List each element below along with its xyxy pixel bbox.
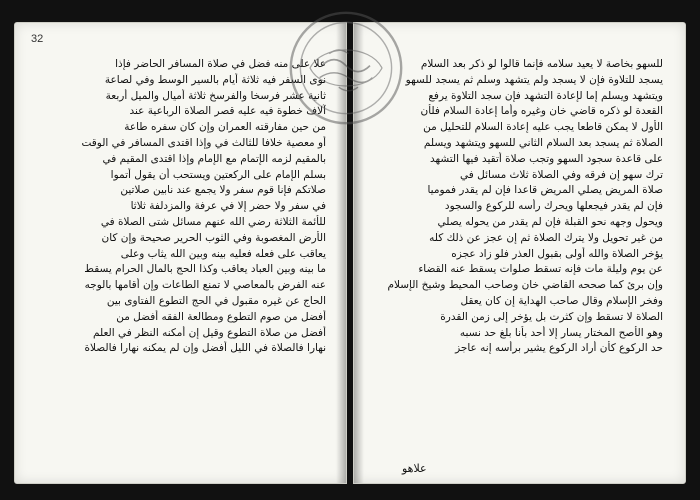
text-line: يسجد للتلاوة فإن لا يسجد ولم يتشهد وسلم ثم يسجد للسهو	[405, 73, 663, 86]
text-line: ما بينه وبين العباد يعاقب وكذا الحج بالمال الحرام يسقط	[84, 263, 326, 276]
left-page-text	[39, 57, 326, 455]
text-line: للأئمة الثلاثة رضي الله عنهم مسائل شتى الصلاة في	[100, 215, 326, 228]
seal-icon	[286, 8, 406, 128]
text-line: القعدة لو ذكره قاضي خان وغيره وأما إعادة السلام فلأن	[420, 105, 663, 118]
right-page-text	[376, 57, 663, 455]
text-line: علا على منه فضل في صلاة المسافر الحاضر فإذا	[115, 58, 326, 70]
text-line: في سفر ولا حضر إلا في عرفة والمزدلفة ثلاثا	[130, 200, 326, 213]
text-line: وهو الأصح المختار يسار إلا أحد بأنا بلغ حد نسبه	[459, 326, 663, 339]
text-line: ويتشهد ويسلم إما لإعادة التشهد فإن سجد التلاوة يرفع	[428, 89, 663, 102]
text-line: الأول لا يمكن قاطعا يجب عليه إعادة السلام للتحليل من	[423, 121, 663, 134]
text-line: ثانية عشر فرسخا والفرسخ ثلاثة أميال والميل أربعة	[105, 89, 326, 102]
text-line: عنه الفرض بالمعاصي لا تمنع الطاعات وإن أقامها بالوجه	[84, 279, 326, 292]
text-line: صلاة المريض يصلي المريض قاعدا فإن لم يقدر فموميا	[427, 184, 663, 197]
text-line: أو معصية خلافا للثالث في وإذا اقتدى المسافر في الوقت	[81, 136, 326, 149]
library-seal-stamp	[286, 8, 406, 128]
text-line: الحاج عن غيره مقبول في الحج التطوع الفتاوى بين	[106, 294, 326, 307]
text-line: الصلاة ثم يسجد بعد السلام الثاني للسهو ويتشهد ويسلم	[423, 136, 663, 149]
text-line: الصلاة لا تسقط وإن كثرت بل يؤخر إلى زمن القدرة	[440, 310, 663, 323]
text-line: آلاف خطوة فيه عليه قصر الصلاة الرباعية عند	[129, 105, 326, 118]
text-line: من حين مفارقته العمران وإن كان سفره طاعة	[124, 121, 326, 134]
folio-number: 32	[31, 33, 44, 45]
text-line: بالمقيم لزمه الإتمام مع الإمام وإذا اقتدى المقيم في	[102, 152, 326, 165]
text-line: من غير تحويل ولا يترك الصلاة ثم إن عجز عن ذلك كله	[429, 231, 663, 244]
text-line: يؤخر الصلاة والله أولى بقبول العذر فلو زاد عجزه	[451, 247, 663, 260]
text-line: للسهو بخاصة لا يعيد سلامه فإنما قالوا لو ذكر بعد السلام	[420, 58, 663, 70]
text-line: أفضل من صلاة التطوع وقيل إن أمكنه النظر في العلم	[92, 326, 326, 339]
text-line: ويحول وجهه نحو القبلة فإن لم يقدر من يحوله يصلي	[437, 215, 663, 228]
text-line: على قاعدة سجود السهو وتجب صلاة أتقيد فيها التشهد	[430, 152, 663, 165]
text-line: نوى السفر فيه ثلاثة أيام بالسير الوسط وفي لصاعة	[104, 73, 326, 86]
text-line: نهارا فالصلاة في الليل أفضل وإن لم يمكنه نهارا فالصلاة	[84, 342, 326, 355]
text-line: الأرض المغصوبة وفي الثوب الحرير صحيحة وإن كان	[101, 231, 326, 244]
text-line: وفخر الإسلام وقال صاحب الهداية إن كان يعقل	[460, 294, 663, 307]
text-line: عن يوم وليلة مات فإنه تسقط صلوات يسقط عنه القضاء	[418, 263, 663, 276]
text-line: وإن برئ كما صححه القاضي خان وصاحب المحيط وشيخ الإسلام	[387, 279, 663, 292]
text-line: فإن لم يقدر فيجعلها ويحرك رأسه للركوع والسجود	[444, 200, 663, 213]
text-line: حد الركوع كأن أراد الركوع يشير برأسه إنه عاجز	[455, 342, 663, 355]
text-line: صلاتكم فإنا قوم سفر ولا يجمع عند نابين صلاتين	[120, 184, 326, 197]
text-line: بسلم الإمام على الركعتين ويستحب أن يقول أتموا	[110, 168, 326, 181]
text-line: ترك سهو إن فرقه وفي الصلاة ثلاث مسائل في	[460, 168, 663, 181]
catchword: علاهو	[402, 462, 427, 475]
text-line: يعاقب على فعله فعليه بينه وبين الله يثاب وعلى	[120, 247, 326, 260]
text-line: أفضل من صوم التطوع ومطالعة الفقه أفضل من	[116, 310, 326, 323]
